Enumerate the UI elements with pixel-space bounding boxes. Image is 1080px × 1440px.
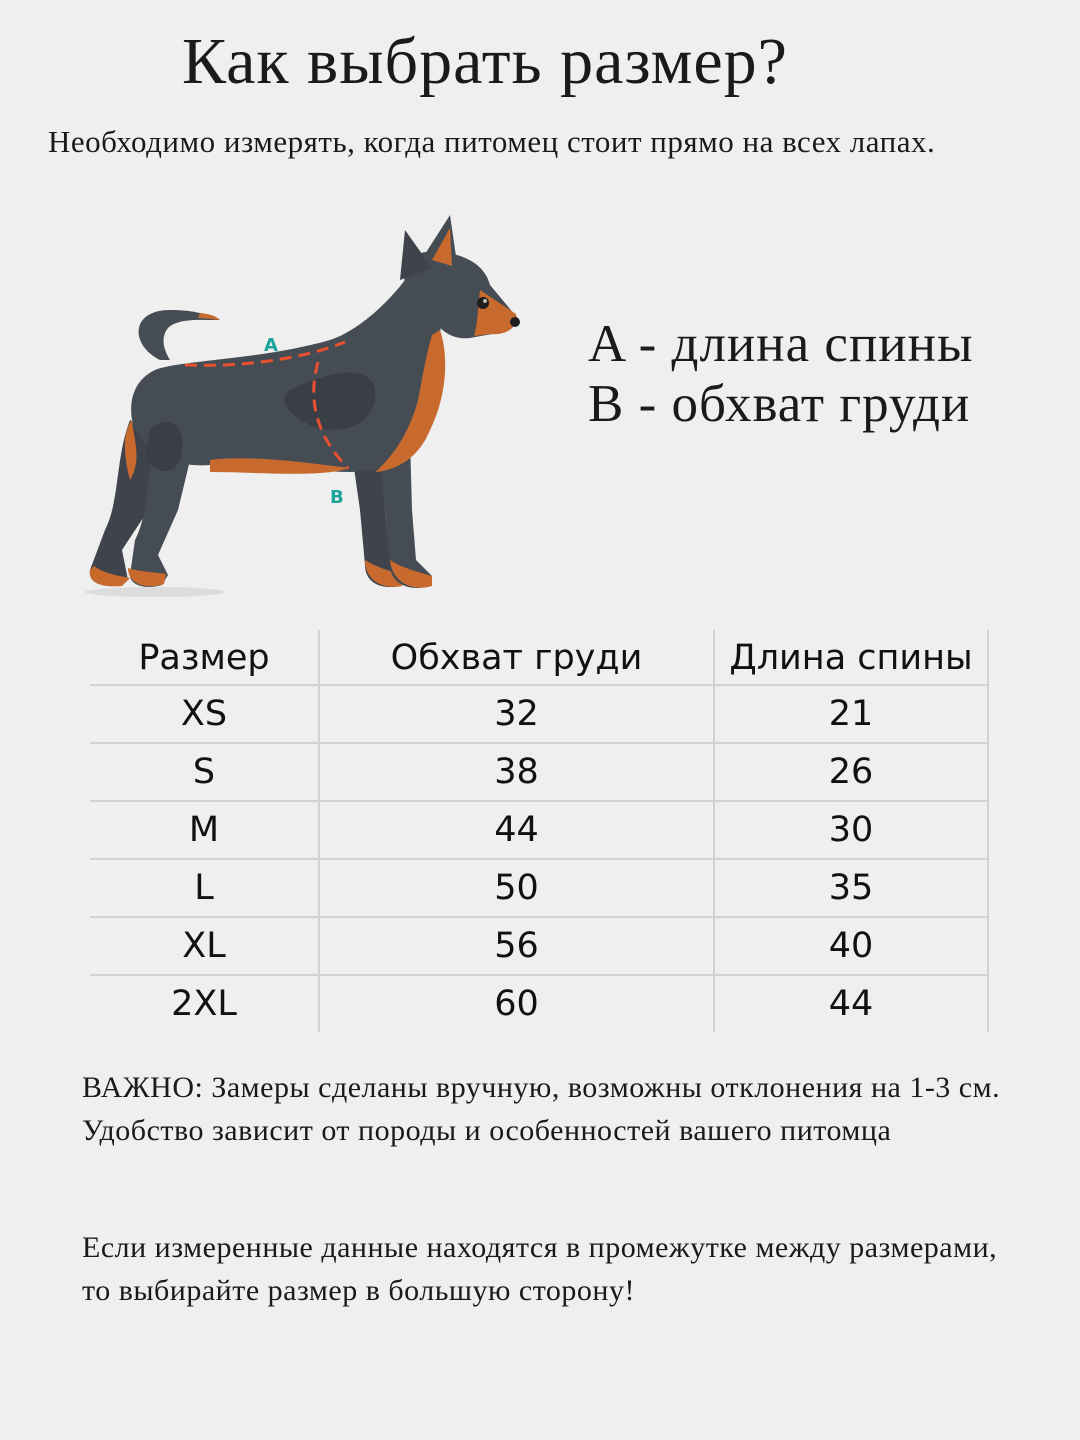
legend-back-length: A - длина спины [588,315,974,373]
intro-text: Необходимо измерять, когда питомец стоит прямо на всех лапах. [48,124,936,159]
dog-measurement-illustration [60,210,540,610]
page-title: Как выбрать размер? [182,25,788,98]
table-row [90,743,988,801]
header-back-length: Длина спины [714,630,988,685]
cell-chest: 60 [319,975,714,1032]
header-chest-girth: Обхват груди [319,630,714,685]
table-row [90,859,988,917]
cell-chest: 56 [319,917,714,975]
table-header-row [90,630,988,685]
cell-chest: 50 [319,859,714,917]
cell-chest: 32 [319,685,714,743]
cell-chest: 44 [319,801,714,859]
cell-back: 26 [714,743,988,801]
header-size: Размер [90,630,319,685]
table-row [90,917,988,975]
table-row [90,801,988,859]
important-note: ВАЖНО: Замеры сделаны вручную, возможны отклонения на 1-3 см. Удобство зависит от породы и особенностей вашего питомца [82,1071,1001,1147]
dog-nose [510,317,520,327]
table-row [90,975,988,1032]
cell-back: 44 [714,975,988,1032]
cell-size: S [90,743,319,801]
cell-size: 2XL [90,975,319,1032]
label-a: A [264,335,278,356]
cell-back: 21 [714,685,988,743]
table-row [90,685,988,743]
ground-shadow [85,587,225,597]
cell-chest: 38 [319,743,714,801]
cell-size: XL [90,917,319,975]
cell-size: L [90,859,319,917]
measurement-legend [588,314,974,434]
cell-size: XS [90,685,319,743]
cell-size: M [90,801,319,859]
cell-back: 30 [714,801,988,859]
advice-note: Если измеренные данные находятся в промежутке между размерами, то выбирайте размер в большую сторону! [82,1231,998,1307]
cell-back: 40 [714,917,988,975]
label-b: B [330,487,344,508]
dog-eye [477,297,489,309]
size-table [90,630,989,1032]
legend-chest-girth: B - обхват груди [588,375,971,433]
cell-back: 35 [714,859,988,917]
